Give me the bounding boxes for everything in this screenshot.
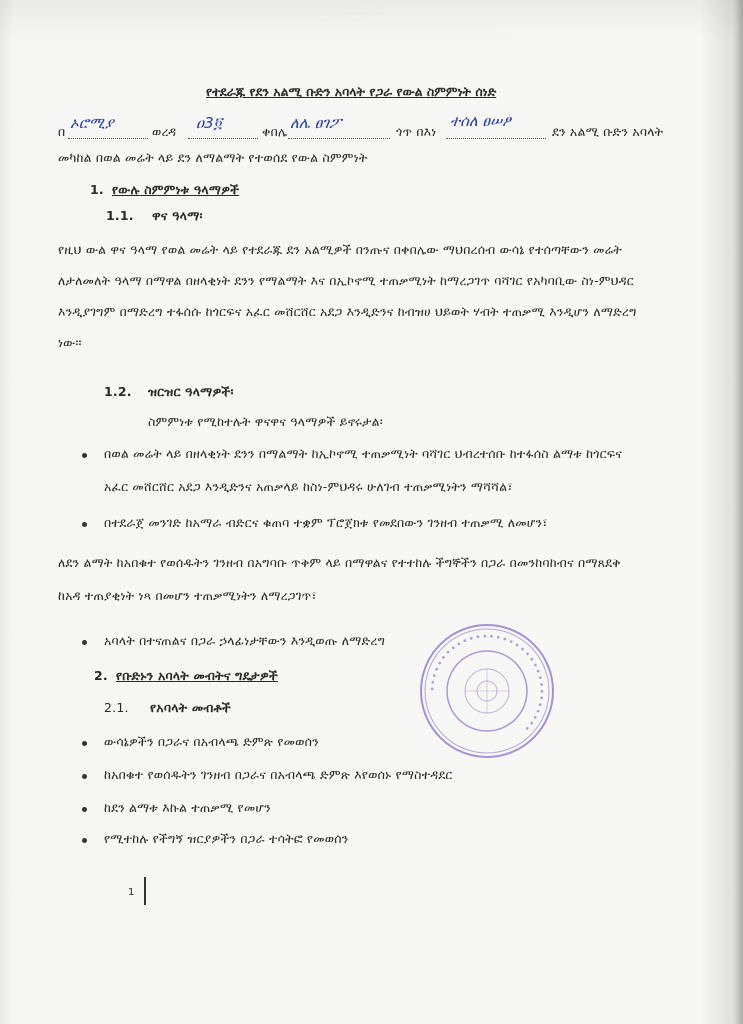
bullet-3: አባላት በተናጠልና በጋራ ኃላፊነታቸውን እንዲወጡ ለማድረግ [104,633,386,648]
rights-bullet: ውሳኔዎችን በጋራና በአብላጫ ድምጽ የመወሰን [104,734,319,749]
bullet-dot [82,807,87,812]
kebele-handwritten: ለሌ ፀገፖ [290,114,342,132]
para1-line: ለታለመለት ዓላማ በማዋል በዘላቂነት ደንን የማልማት እና በኢኮኖሚ ተጠቃሚነት ከማረጋገጥ ባሻገር የአካባቢው ስነ-ምህዳር [58,273,634,288]
woreda-handwritten: ዐ3፬ [196,114,222,132]
svg-text:ꔷ ꔷ ꔷ ꔷ ꔷ ꔷ ꔷ ꔷ ꔷ ꔷ ꔷ ꔷ ꔷ ꔷ ꔷ: ꔷ ꔷ ꔷ ꔷ ꔷ ꔷ ꔷ ꔷ ꔷ ꔷ ꔷ ꔷ ꔷ ꔷ ꔷ ꔷ ꔷ ꔷ ꔷ ꔷ ꔷ ꔷ ꔷ ꔷ ꔷ ꔷ ꔷ ꔷ ꔷ ꔷ ꔷ ꔷ [427,631,547,733]
subsection-1-2-intro: ስምምነቱ የሚከተሉት ዋናዋና ዓላማዎች ይኖሩታል፡ [148,414,383,429]
para1-line: እንዲያገግም በማድረግ ተፋሰሱ ከጎርፍና አፈር መሸርሸር አደጋ እንዲድንና ከብዝሀ ህይወት ሃብት ተጠቃሚ እንዲሆን ለማድረግ [58,304,637,319]
para2-line: ከአዳ ተጠያቂነት ነጻ በመሆን ተጠቃሚነትን ለማረጋገጥ፣ [58,588,317,603]
subsection-1-2-label: ዝርዝር ዓላማዎች፡ [148,384,234,399]
subsection-1-1-label: ዋና ዓላማ፡ [152,208,203,223]
margin-mark [144,877,146,905]
woreda-underline [188,137,258,139]
bullet-dot [82,453,87,458]
subsection-2-1-number: 2.1. [104,700,129,715]
para1-line: ነው፡፡ [58,335,82,350]
subsection-1-1-number: 1.1. [106,208,134,223]
bullet-dot [82,774,87,779]
para2-line: ለደን ልማት ከአበቁተ የወሰዱትን ገንዘብ በአግባቡ ጥቅም ላይ በማዋልና የተተከሉ ችግኞችን በጋራ በመንከባከብና በማጸደቅ [58,555,621,570]
rights-bullet: ከአበቁተ የወሰዱትን ገንዘብ በጋራና በአብላጫ ድምጽ እየወሰኑ የማስተዳደር [104,767,453,782]
subsection-1-2-number: 1.2. [104,384,132,399]
intro-line-2: መካከል በወል መሬት ላይ ደን ለማልማት የተወሰደ የውል ስምምነት [58,150,368,165]
bullet-dot [82,838,87,843]
intro-suffix: ደን አልሚ ቡድን አባላት [552,124,664,139]
document-title: የተደራጁ የደን አልሚ ቡድን አባላት የጋራ የውል ስምምነት ሰነድ [206,84,497,99]
page-shadow-top [0,0,743,40]
bullet-dot [82,640,87,645]
para1-line: የዚህ ውል ዋና ዓላማ የወል መሬት ላይ የተደራጁ ደን አልሚዎች በንጡና በቀበሌው ማህበረሰብ ውሳኔ የተሰጣቸውን መሬት [58,242,622,257]
subsection-2-1-label: የአባላት መብቶች [150,700,231,715]
kebele-label: ቀበሌ [262,124,288,139]
bullet-1-line-1: በወል መሬት ላይ በዘላቂነት ደንን በማልማት ከኢኮኖሚ ተጠቃሚነት ባሻገር ህብረተሰቡ ከተፋሰስ ልማቱ ከጎርፍና [104,446,623,461]
region-underline [68,137,148,139]
page-edge-shadow [733,0,743,1024]
kebele-underline [288,137,390,139]
bullet-1-line-2: አፈር መሸርሸር አደጋ እንዲድንና አጠቃላይ ከስነ-ምህዳሩ ሁለገብ ተጠቃሚነትን ማሻሻል፣ [104,479,513,494]
rights-bullet: የሚተከሉ የችግኝ ዝርያዎችን በጋራ ተሳትፎ የመወሰን [104,831,349,846]
rights-bullet: ከደን ልማቱ እኩል ተጠቃሚ የመሆን [104,800,271,815]
woreda-label: ወረዳ [152,124,177,139]
region-handwritten: ኦሮሚያ [70,114,114,132]
section2-number: 2. [94,668,108,683]
page-number: 1 [128,887,135,898]
bullet-dot [82,741,87,746]
intro-prefix: በ [58,124,66,139]
village-label: ጎጥ በእነ [396,124,437,139]
bullet-2-line-1: በተደራጀ መንገድ ከአማራ ብድርና ቁጠባ ተቋም ፕሮጀክቱ የመደበውን ገንዘብ ተጠቃሚ ለመሆን፣ [104,515,548,530]
section2-heading: የቡድኑን አባላት መብትና ግዴታዎች [116,668,278,683]
bullet-dot [82,522,87,527]
section1-heading: የውሉ ስምምነቱ ዓላማዎች [112,182,240,197]
official-seal-stamp [418,622,556,760]
village-underline [446,137,546,139]
village-handwritten: ተሰለ ፀሠፆ [450,112,511,130]
section1-number: 1. [90,182,104,197]
